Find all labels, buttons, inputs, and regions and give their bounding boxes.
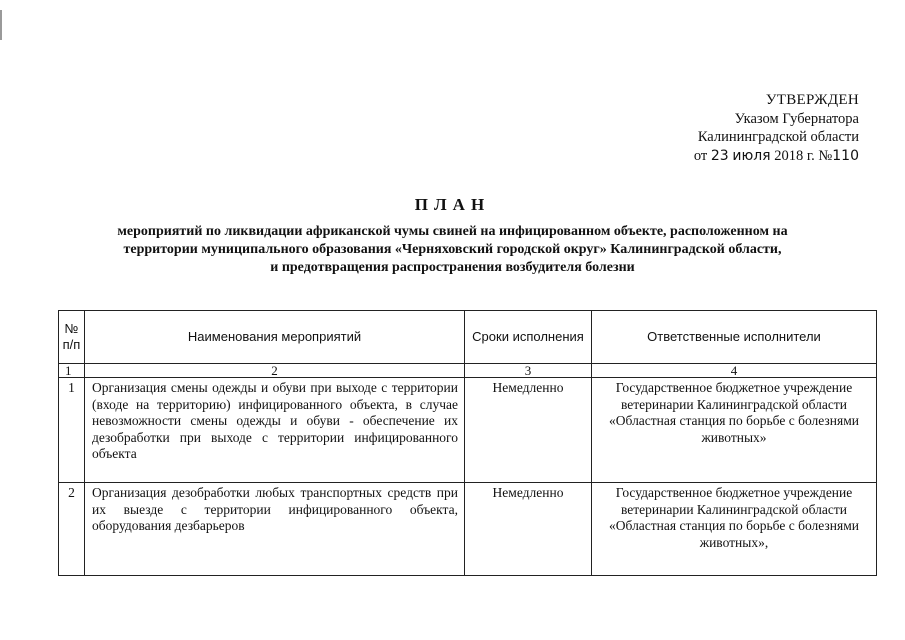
header-responsible: Ответственные исполнители (592, 311, 877, 364)
date-prefix: от (693, 147, 708, 164)
date-month: июля (732, 147, 771, 164)
row-term: Немедленно (465, 378, 592, 483)
table-header-row (59, 311, 877, 364)
row-number: 2 (59, 483, 85, 576)
column-number: 1 (59, 364, 85, 378)
subtitle-line-2: территории муниципального образования «Черняховский городской округ» Калининградской области, (123, 242, 782, 257)
column-number: 2 (85, 364, 465, 378)
approval-title: УТВЕРЖДЕН (765, 92, 859, 108)
document-title: ПЛАН (414, 195, 491, 214)
approval-line-1: Указом Губернатора (734, 110, 859, 127)
approval-line-2: Калининградской области (697, 129, 859, 145)
row-action: Организация смены одежды и обуви при выходе с территории (входе на территорию) инфицированного объекта, в случае невозможности смены одежды и обуви - обеспечение их дезобработки при выходе с территории инфицированного объекта (85, 378, 465, 483)
row-responsible: Государственное бюджетное учреждение ветеринарии Калининградской области «Областная станция по борьбе с болезнями животных» (592, 378, 877, 483)
column-number: 4 (592, 364, 877, 378)
row-number: 1 (59, 378, 85, 483)
table-row (59, 378, 877, 483)
document-subtitle (60, 223, 845, 277)
header-num: № п/п (59, 311, 85, 364)
date-day: 23 (710, 147, 729, 164)
column-number-row (59, 364, 877, 378)
column-number: 3 (465, 364, 592, 378)
row-responsible: Государственное бюджетное учреждение ветеринарии Калининградской области «Областная станция по борьбе с болезнями животных», (592, 483, 877, 576)
scan-edge-mark (0, 10, 2, 40)
header-name: Наименования мероприятий (85, 311, 465, 364)
approval-stamp (694, 91, 859, 165)
plan-table (58, 310, 877, 576)
table-row (59, 483, 877, 576)
subtitle-line-3: и предотвращения распространения возбудителя болезни (270, 260, 635, 275)
date-year: 2018 г. № (774, 147, 833, 164)
row-term: Немедленно (465, 483, 592, 576)
subtitle-line-1: мероприятий по ликвидации африканской чумы свиней на инфицированном объекте, расположенном на (117, 224, 788, 239)
approval-date-line (694, 147, 859, 166)
decree-number: 110 (832, 147, 859, 164)
row-action: Организация дезобработки любых транспортных средств при их выезде с территории инфицированного объекта, оборудования дезбарьеров (85, 483, 465, 576)
header-term: Сроки исполнения (465, 311, 592, 364)
